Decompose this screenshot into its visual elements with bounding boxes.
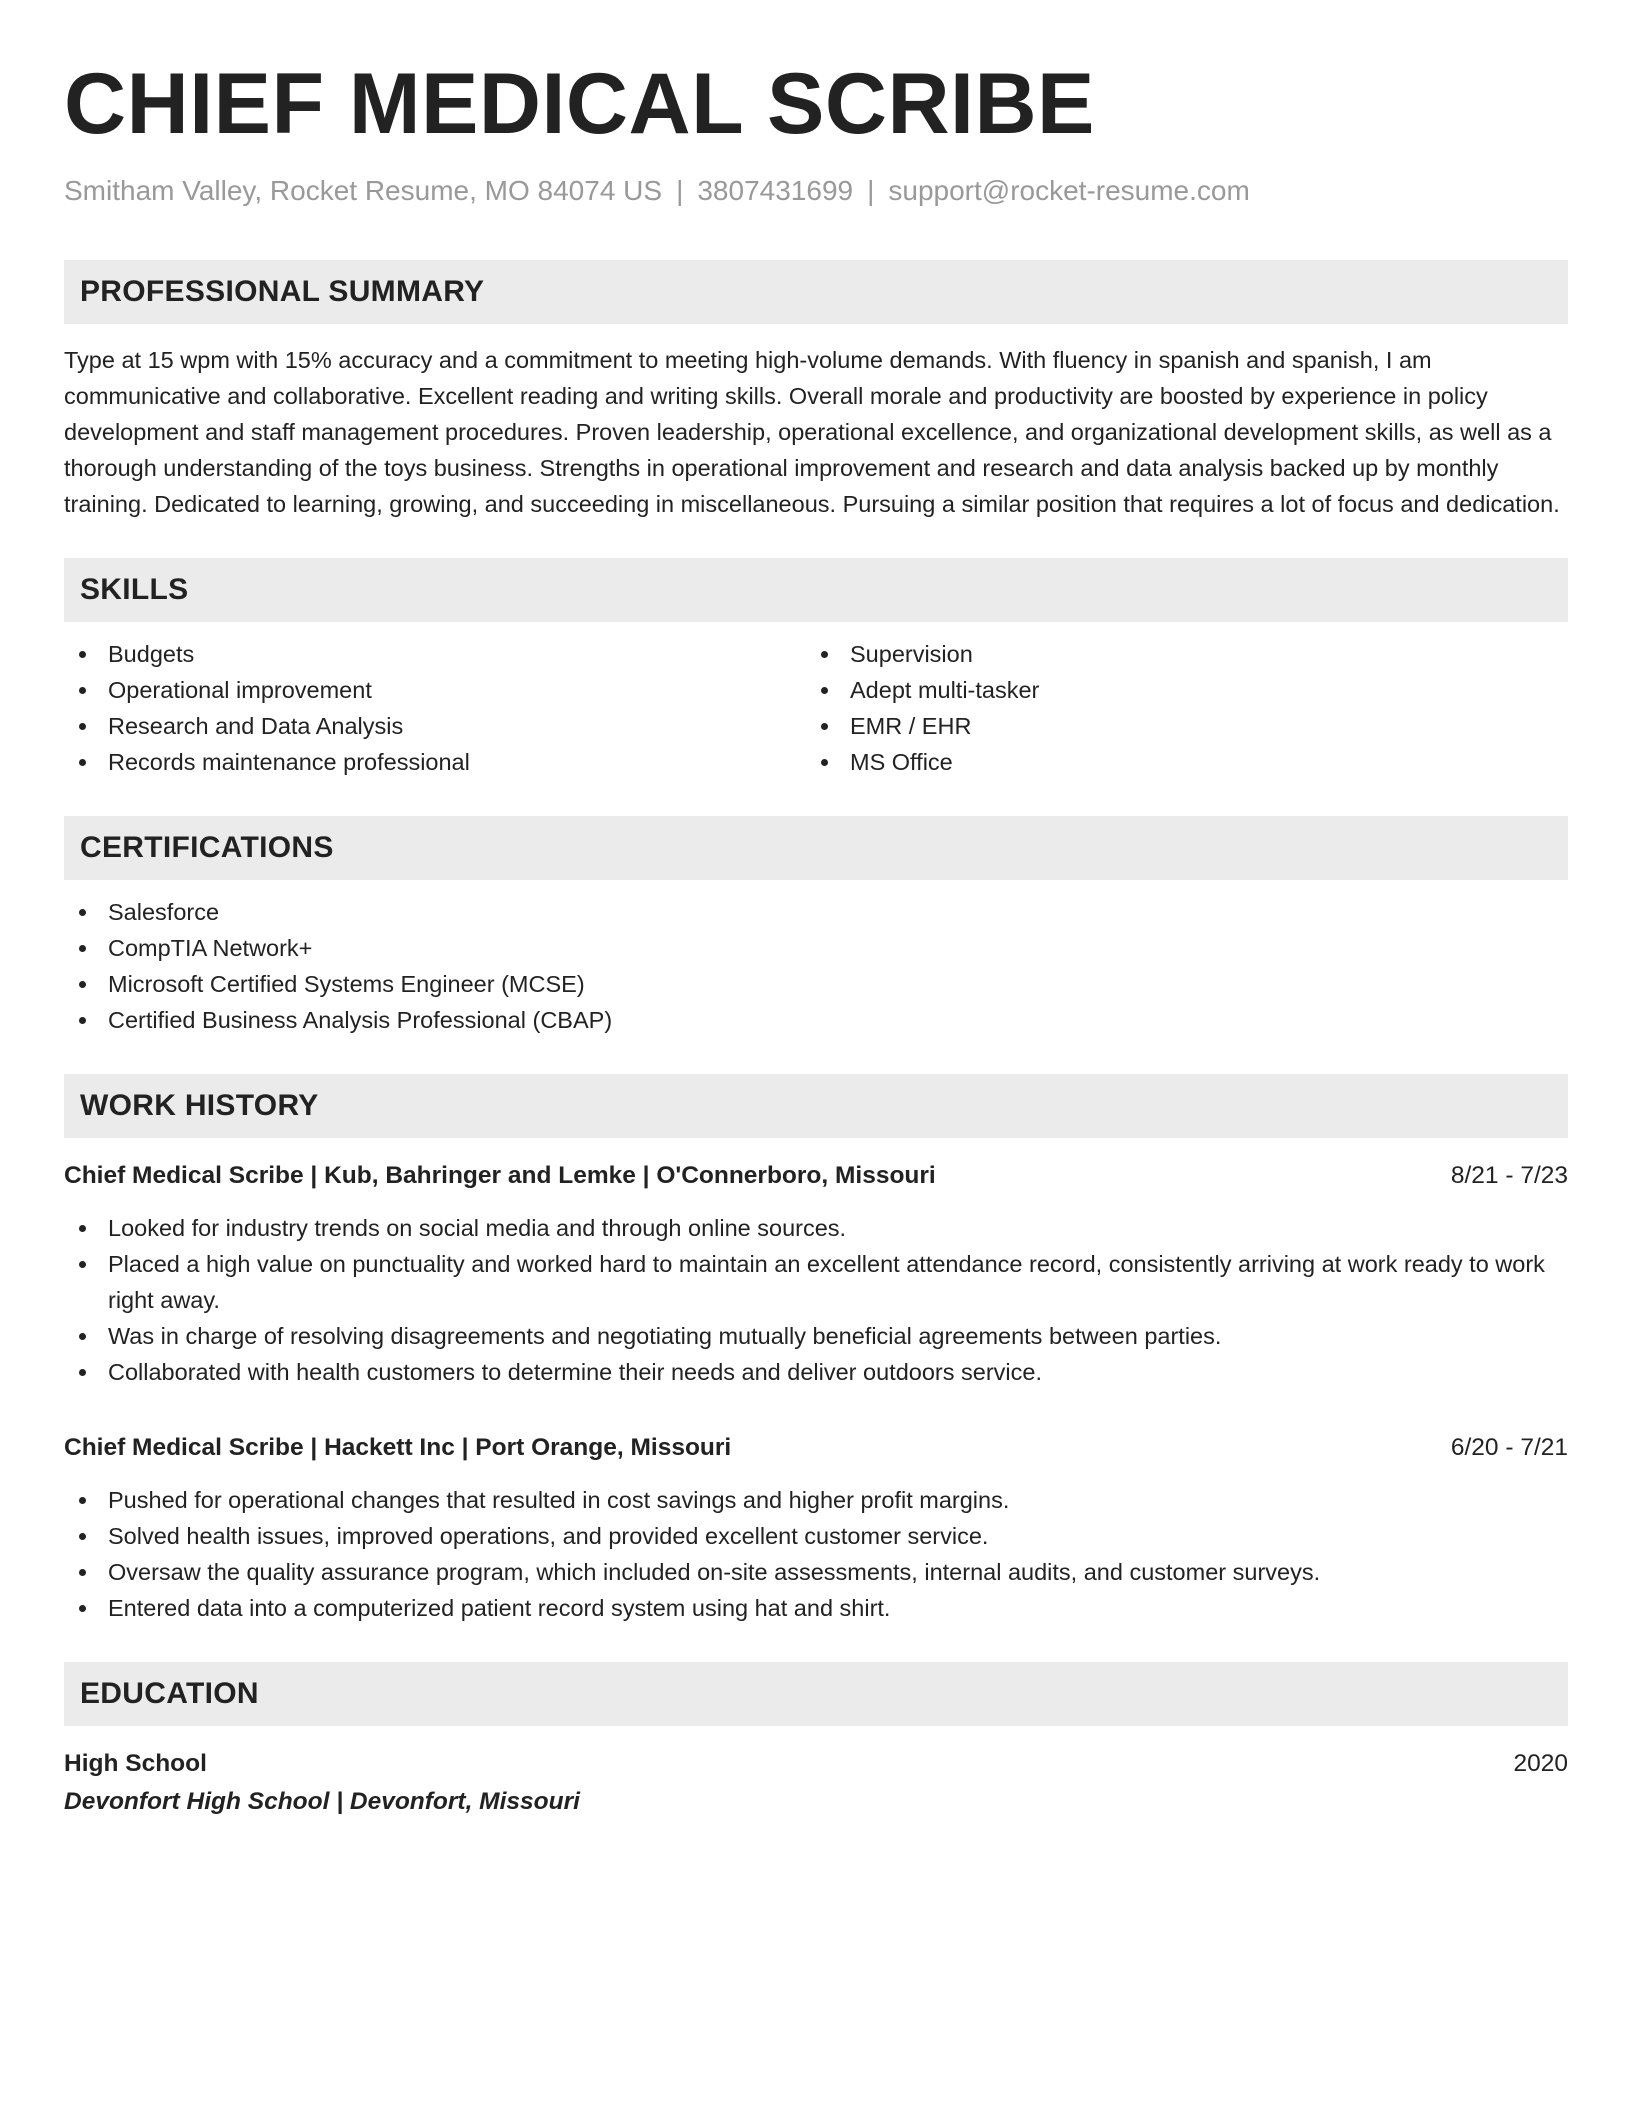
job-bullet: Collaborated with health customers to determine their needs and deliver outdoors service.	[64, 1354, 1568, 1390]
skill-item: Adept multi-tasker	[806, 672, 1548, 708]
candidate-name: CHIEF MEDICAL SCRIBE	[64, 56, 1095, 152]
job-bullet: Was in charge of resolving disagreements and negotiating mutually beneficial agreements between parties.	[64, 1318, 1568, 1354]
job-bullets	[64, 1482, 1568, 1626]
section-title: CERTIFICATIONS	[80, 831, 334, 864]
education-year: 2020	[1513, 1750, 1568, 1777]
skills-list-right	[806, 636, 1548, 780]
certification-item: Microsoft Certified Systems Engineer (MCSE)	[64, 966, 1568, 1002]
skill-item: Budgets	[64, 636, 806, 672]
skill-item: MS Office	[806, 744, 1548, 780]
education-degree: High School	[64, 1750, 207, 1777]
contact-email: support@rocket-resume.com	[888, 175, 1250, 206]
job-entry	[64, 1430, 1568, 1626]
contact-address: Smitham Valley, Rocket Resume, MO 84074 US	[64, 175, 663, 206]
certification-item: CompTIA Network+	[64, 930, 1568, 966]
section-title: EDUCATION	[80, 1677, 259, 1710]
job-bullets	[64, 1210, 1568, 1390]
skills-grid	[64, 622, 1568, 780]
skills-section-header	[64, 558, 1568, 622]
summary-section-header	[64, 260, 1568, 324]
summary-text: Type at 15 wpm with 15% accuracy and a commitment to meeting high-volume demands. With fluency in spanish and spanish, I am communicative and collaborative. Excellent reading and writing skills. Overall morale and productivity are boosted by experience in policy development and staff management procedures. Proven leadership, operational excellence, and organizational development skills, as well as a thorough understanding of the toys business. Strengths in operational improvement and research and data analysis backed up by monthly training. Dedicated to learning, growing, and succeeding in miscellaneous. Pursuing a similar position that requires a lot of focus and dedication.	[64, 347, 1560, 517]
skill-item: Operational improvement	[64, 672, 806, 708]
section-title: SKILLS	[80, 573, 189, 606]
job-bullet: Entered data into a computerized patient record system using hat and shirt.	[64, 1590, 1568, 1626]
skill-item: Supervision	[806, 636, 1548, 672]
job-dates: 6/20 - 7/21	[1450, 1434, 1568, 1461]
work-section-header	[64, 1074, 1568, 1138]
job-heading: Chief Medical Scribe | Hackett Inc | Port Orange, Missouri	[64, 1434, 732, 1461]
job-dates: 8/21 - 7/23	[1450, 1162, 1568, 1189]
education-header	[64, 1746, 1568, 1782]
job-header	[64, 1430, 1568, 1466]
skill-item: Records maintenance professional	[64, 744, 806, 780]
section-title: WORK HISTORY	[80, 1089, 319, 1122]
contact-separator: |	[676, 175, 684, 206]
skill-item: Research and Data Analysis	[64, 708, 806, 744]
job-header	[64, 1158, 1568, 1194]
certifications-section-header	[64, 816, 1568, 880]
certifications-list	[64, 894, 1568, 1038]
education-section-header	[64, 1662, 1568, 1726]
job-bullet: Solved health issues, improved operations, and provided excellent customer service.	[64, 1518, 1568, 1554]
job-bullet: Looked for industry trends on social media and through online sources.	[64, 1210, 1568, 1246]
education-school: Devonfort High School | Devonfort, Missouri	[64, 1788, 580, 1815]
contact-line	[64, 174, 1568, 208]
contact-phone: 3807431699	[697, 175, 854, 206]
job-bullet: Placed a high value on punctuality and worked hard to maintain an excellent attendance record, consistently arriving at work ready to work right away.	[64, 1246, 1568, 1318]
certification-item: Certified Business Analysis Professional (CBAP)	[64, 1002, 1568, 1038]
contact-separator: |	[867, 175, 875, 206]
job-heading: Chief Medical Scribe | Kub, Bahringer and Lemke | O'Connerboro, Missouri	[64, 1162, 936, 1189]
job-bullet: Oversaw the quality assurance program, which included on-site assessments, internal audits, and customer surveys.	[64, 1554, 1568, 1590]
certification-item: Salesforce	[64, 894, 1568, 930]
resume-page	[64, 0, 1568, 1820]
skills-list-left	[64, 636, 806, 780]
skill-item: EMR / EHR	[806, 708, 1548, 744]
job-bullet: Pushed for operational changes that resulted in cost savings and higher profit margins.	[64, 1482, 1568, 1518]
section-title: PROFESSIONAL SUMMARY	[80, 275, 485, 308]
job-entry	[64, 1158, 1568, 1390]
